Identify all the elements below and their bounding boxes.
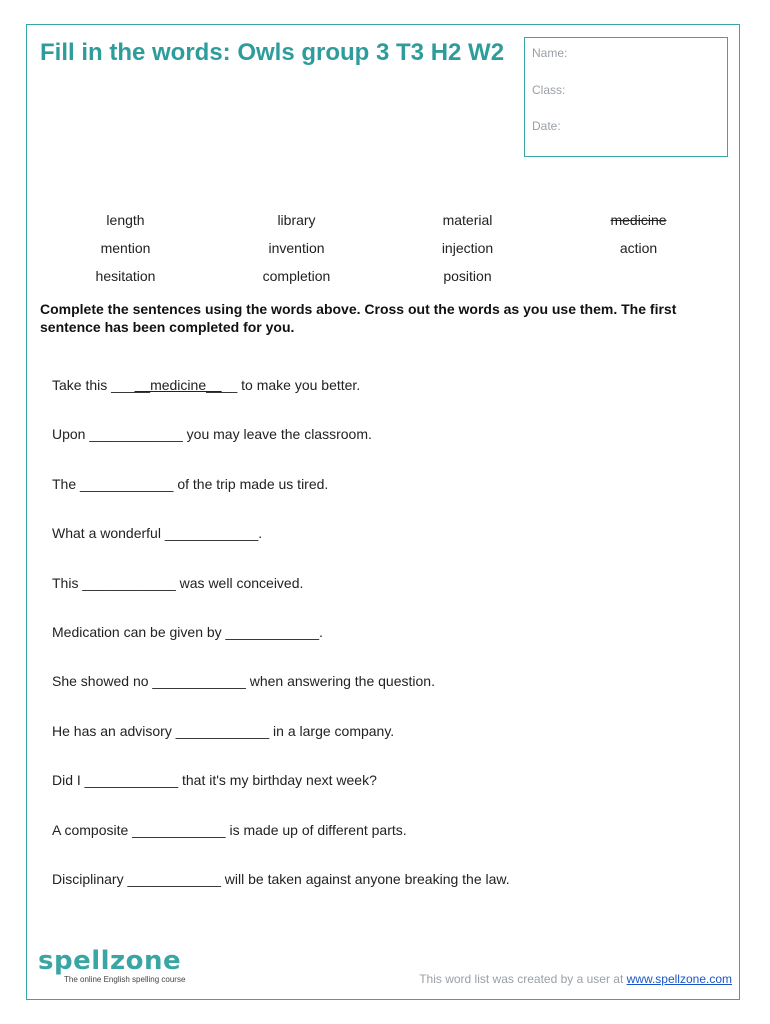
word-bank-item: length [106, 212, 145, 228]
sentence-text: Upon ____________ you may leave the classroom. [52, 426, 372, 443]
sentence-text: She showed no ____________ when answering the question. [52, 673, 435, 690]
logo-wordmark: spellzone [38, 946, 182, 976]
sentence-text: Disciplinary ____________ will be taken against anyone breaking the law. [52, 871, 510, 887]
word-bank-item: medicine [610, 212, 667, 228]
filled-answer: __medicine__ [134, 377, 222, 393]
student-info-box [524, 37, 728, 157]
class-label: Class: [532, 83, 566, 97]
page-title: Fill in the words: Owls group 3 T3 H2 W2 [40, 39, 505, 66]
spellzone-logo [38, 947, 208, 987]
sentence [52, 575, 303, 591]
word-bank-item: material [442, 212, 493, 228]
sentence-text: Take this ___ [52, 377, 135, 393]
footer-credit [419, 972, 732, 986]
instructions: Complete the sentences using the words above. Cross out the words as you use them. The first sentence has been completed for you. [40, 301, 677, 335]
sentence-text: What a wonderful ____________. [52, 525, 263, 542]
sentence-text: This ____________ was well conceived. [52, 574, 304, 591]
sentence [52, 525, 262, 541]
sentence-text: The ____________ of the trip made us tired. [52, 475, 329, 492]
word-bank-item: injection [441, 240, 494, 256]
page-border [26, 24, 740, 1000]
word-bank-item: action [619, 240, 658, 256]
word-bank-item: mention [100, 240, 151, 256]
sentence [52, 723, 394, 739]
date-label: Date: [532, 119, 561, 133]
sentence [52, 476, 328, 492]
word-bank-item: invention [268, 240, 325, 256]
word-bank-item: position [443, 268, 492, 284]
sentence [52, 871, 510, 887]
sentence-text: He has an advisory ____________ in a large company. [52, 722, 395, 739]
sentence [52, 673, 435, 689]
sentence [52, 624, 323, 640]
sentence [52, 822, 407, 838]
sentence-text: Did I ____________ that it's my birthday next week? [52, 772, 377, 789]
word-bank [40, 211, 730, 285]
footer-text: This word list was created by a user at [419, 972, 627, 986]
word-bank-item: completion [262, 268, 331, 284]
sentence [52, 377, 360, 393]
sentence [52, 426, 372, 442]
sentence-text: Medication can be given by ____________. [52, 624, 323, 640]
sentence [52, 772, 377, 788]
sentence-text-after: __ to make you better. [221, 377, 361, 393]
logo-tagline: The online English spelling course [64, 975, 186, 984]
sentence-text: A composite ____________ is made up of different parts. [52, 821, 407, 838]
word-bank-item: library [277, 212, 316, 228]
name-label: Name: [532, 46, 568, 60]
word-bank-item: hesitation [95, 268, 156, 284]
spellzone-link[interactable]: www.spellzone.com [626, 972, 732, 986]
